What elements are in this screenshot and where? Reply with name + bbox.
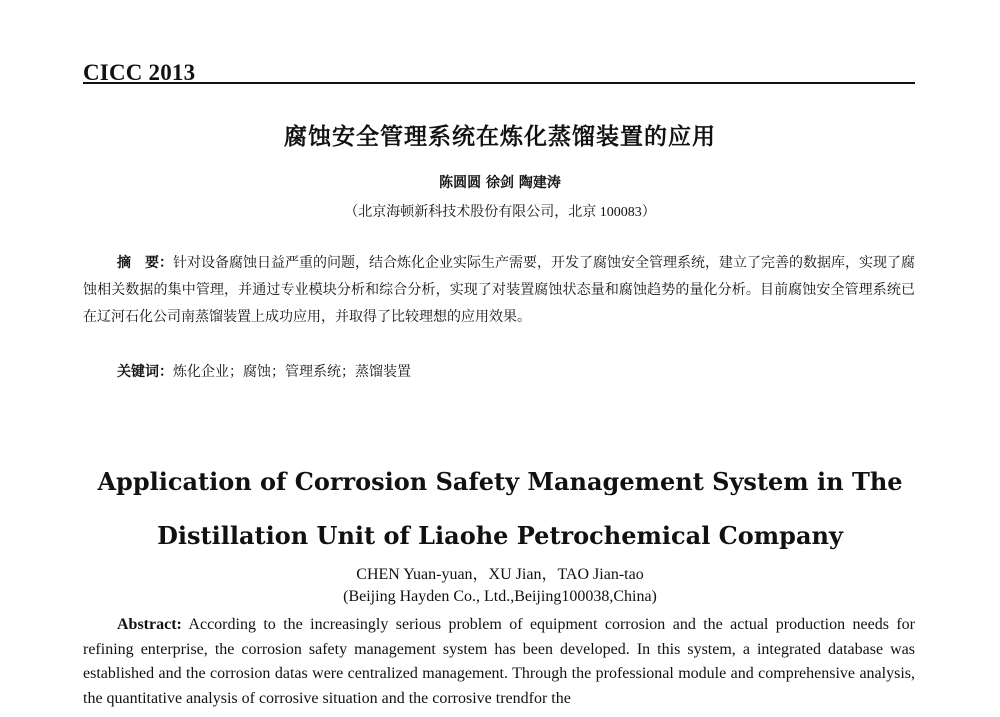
chinese-authors: 陈圆圆 徐剑 陶建涛 (439, 175, 561, 191)
chinese-title: 腐蚀安全管理系统在炼化蒸馏装置的应用 (284, 124, 716, 150)
chinese-abstract-label: 摘 要： (117, 255, 173, 271)
chinese-keywords-label: 关键词： (117, 364, 173, 380)
english-abstract (83, 613, 915, 711)
conference-header: CICC 2013 (83, 60, 196, 85)
chinese-affiliation: （北京海顿新科技术股份有限公司，北京 100083） (344, 205, 656, 220)
english-abstract-label: Abstract: (117, 616, 182, 633)
chinese-keywords-text: 炼化企业；腐蚀；管理系统；蒸馏装置 (173, 364, 411, 380)
english-title (0, 455, 1000, 563)
english-title-line-2: Distillation Unit of Liaohe Petrochemical Company (157, 521, 843, 550)
chinese-keywords (117, 361, 411, 381)
english-affiliation: (Beijing Hayden Co., Ltd.,Beijing100038,China) (343, 588, 657, 605)
header-rule (83, 82, 915, 84)
chinese-abstract-text: 针对设备腐蚀日益严重的问题，结合炼化企业实际生产需要，开发了腐蚀安全管理系统，建立了完善的数据库，实现了腐蚀相关数据的集中管理，并通过专业模块分析和综合分析，实现了对装置腐蚀状态量和腐蚀趋势的量化分析。目前腐蚀安全管理系统已在辽河石化公司南蒸馏装置上成功应用，并取得了比较理想的应用效果。 (83, 255, 915, 325)
english-authors: CHEN Yuan-yuan，XU Jian，TAO Jian-tao (356, 566, 644, 583)
chinese-abstract (83, 250, 915, 331)
english-title-line-1: Application of Corrosion Safety Management System in The (97, 467, 903, 496)
english-abstract-text: According to the increasingly serious problem of equipment corrosion and the actual production needs for refining enterprise, the corrosion safety management system has been developed. In this system, a integrated database was established and the corrosion datas were centralized management. Through the professional module and comprehensive analysis, the quantitative analysis of corrosive situation and the corrosive trendfor the (83, 616, 915, 707)
